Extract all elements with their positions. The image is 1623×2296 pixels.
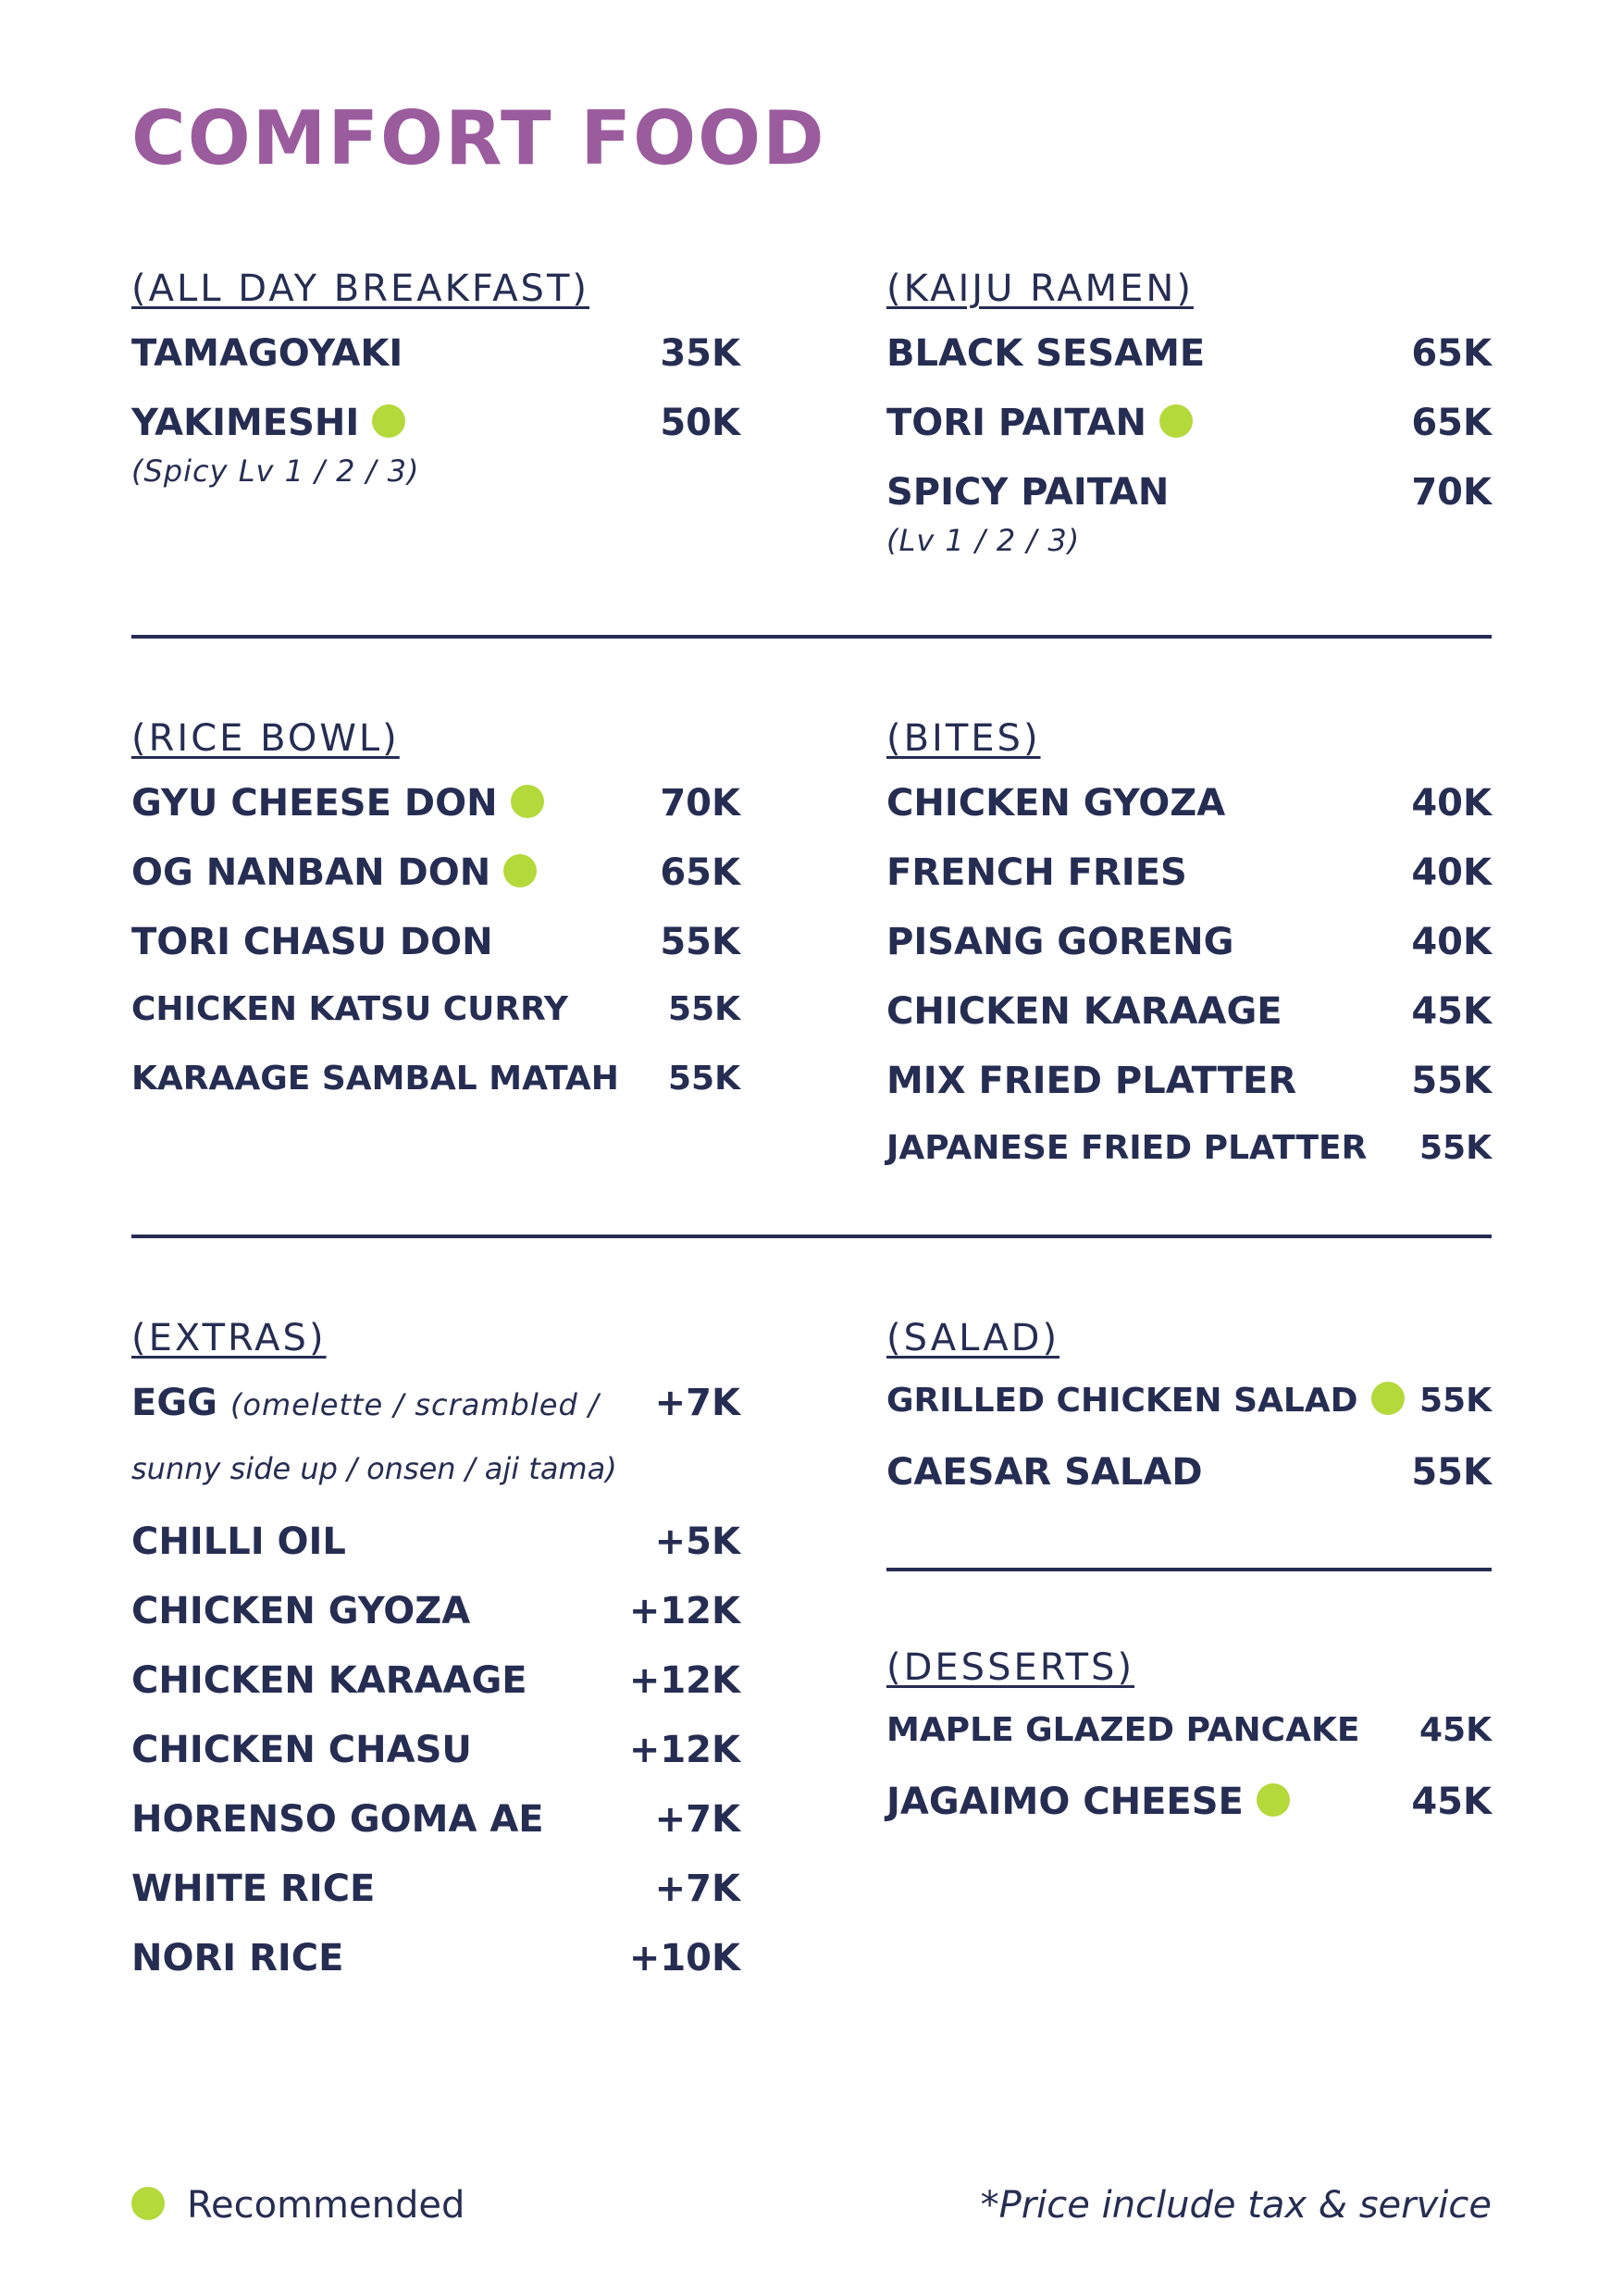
item-price: 45K	[1411, 1781, 1492, 1823]
item-price: 55K	[1411, 1451, 1492, 1494]
item-name: CHICKEN KARAAGE	[886, 990, 1282, 1033]
recommended-dot-icon	[1371, 1382, 1405, 1415]
menu-item	[886, 851, 1492, 924]
item-name: GRILLED CHICKEN SALAD	[886, 1382, 1358, 1420]
item-name: TORI CHASU DON	[131, 921, 493, 963]
item-price: 70K	[660, 782, 740, 825]
item-description: sunny side up / onsen / aji tama)	[131, 1451, 617, 1486]
menu-item	[886, 1711, 1492, 1783]
item-name: CHILLI OIL	[131, 1520, 346, 1563]
menu-item	[131, 1731, 740, 1801]
item-name: CAESAR SALAD	[886, 1451, 1203, 1494]
item-name: CHICKEN KARAAGE	[131, 1659, 527, 1702]
item-price: 45K	[1411, 990, 1492, 1033]
item-note: (Lv 1 / 2 / 3)	[886, 523, 1081, 558]
item-price: +12K	[628, 1729, 740, 1771]
item-price: 55K	[668, 990, 740, 1028]
recommended-dot-icon	[131, 2187, 165, 2220]
menu-item	[131, 1659, 740, 1731]
menu-item	[131, 404, 740, 474]
item-name: HORENSO GOMA AE	[131, 1798, 544, 1841]
section-title: (EXTRAS)	[131, 1317, 327, 1359]
section-desserts	[886, 1646, 1492, 1853]
item-name: TORI PAITAN	[886, 402, 1146, 444]
item-name: CHICKEN KATSU CURRY	[131, 990, 568, 1028]
legend	[131, 2184, 465, 2227]
item-price: 55K	[1419, 1129, 1492, 1167]
item-name: KARAAGE SAMBAL MATAH	[131, 1060, 619, 1098]
menu-item	[886, 990, 1492, 1062]
item-price: +7K	[654, 1382, 740, 1424]
item-price: +7K	[654, 1868, 740, 1910]
section-salad	[886, 1317, 1492, 1523]
item-price: +10K	[628, 1937, 740, 1980]
item-name: YAKIMESHI	[131, 402, 360, 444]
section-rice-bowl	[131, 717, 740, 1132]
recommended-dot-icon	[372, 404, 405, 438]
item-name: PISANG GORENG	[886, 921, 1234, 963]
item-name: FRENCH FRIES	[886, 851, 1187, 894]
divider	[131, 1235, 1492, 1238]
item-name: SPICY PAITAN	[886, 471, 1170, 514]
menu-item	[886, 471, 1492, 543]
menu-item	[886, 1451, 1492, 1523]
item-price: 55K	[1419, 1382, 1492, 1420]
item-price: 55K	[1411, 1060, 1492, 1102]
recommended-dot-icon	[511, 785, 544, 818]
item-description: (omelette / scrambled /	[229, 1387, 600, 1422]
item-price: 50K	[660, 402, 740, 444]
menu-item	[886, 921, 1492, 993]
section-kaiju-ramen	[886, 267, 1492, 577]
menu-item	[131, 851, 740, 924]
menu-item	[131, 1798, 740, 1870]
item-price: 65K	[1411, 402, 1492, 444]
menu-item	[131, 990, 740, 1062]
menu-item	[131, 1384, 740, 1454]
menu-item	[886, 332, 1492, 404]
item-price: 40K	[1411, 921, 1492, 963]
price-note: *Price include tax & service	[980, 2184, 1492, 2227]
item-name: MIX FRIED PLATTER	[886, 1060, 1297, 1102]
section-bites	[886, 717, 1492, 1201]
item-name: WHITE RICE	[131, 1868, 376, 1910]
menu-item	[131, 921, 740, 993]
section-title: (DESSERTS)	[886, 1646, 1135, 1689]
item-price: 65K	[660, 851, 740, 894]
item-name: TAMAGOYAKI	[131, 332, 403, 375]
page-title: COMFORT FOOD	[131, 95, 826, 181]
item-name: CHICKEN GYOZA	[131, 1590, 471, 1632]
divider	[886, 1568, 1492, 1571]
menu-item	[131, 1937, 740, 2009]
menu-item	[886, 404, 1492, 474]
section-title: (RICE BOWL)	[131, 717, 400, 760]
item-price: 65K	[1411, 332, 1492, 375]
divider	[131, 635, 1492, 639]
menu-item	[886, 1062, 1492, 1132]
item-price: +7K	[654, 1798, 740, 1841]
item-note: (Spicy Lv 1 / 2 / 3)	[131, 453, 420, 489]
menu-item	[131, 1520, 740, 1593]
item-name: EGG	[131, 1382, 217, 1424]
item-name: NORI RICE	[131, 1937, 344, 1980]
item-price: 45K	[1419, 1711, 1492, 1749]
item-name: BLACK SESAME	[886, 332, 1206, 375]
recommended-dot-icon	[1257, 1783, 1290, 1817]
item-name: CHICKEN GYOZA	[886, 782, 1226, 825]
item-price: +5K	[654, 1520, 740, 1563]
section-all-day-breakfast	[131, 267, 740, 507]
item-price: +12K	[628, 1590, 740, 1632]
item-price: 55K	[668, 1060, 740, 1098]
item-name: MAPLE GLAZED PANCAKE	[886, 1711, 1360, 1749]
menu-item	[131, 1062, 740, 1132]
section-title: (ALL DAY BREAKFAST)	[131, 267, 589, 310]
menu-item	[886, 1783, 1492, 1853]
recommended-dot-icon	[1159, 404, 1193, 438]
section-title: (KAIJU RAMEN)	[886, 267, 1194, 310]
recommended-dot-icon	[503, 854, 537, 887]
item-name: OG NANBAN DON	[131, 851, 491, 894]
legend-label: Recommended	[187, 2184, 465, 2227]
menu-item	[886, 1384, 1492, 1454]
item-name: JAGAIMO CHEESE	[886, 1781, 1244, 1823]
menu-item	[886, 782, 1492, 854]
item-price: 55K	[660, 921, 740, 963]
menu-item	[131, 332, 740, 404]
menu-item-description-continued	[131, 1451, 740, 1523]
item-price: 70K	[1411, 471, 1492, 514]
item-price: 40K	[1411, 782, 1492, 825]
item-name: JAPANESE FRIED PLATTER	[886, 1129, 1368, 1167]
menu-item	[131, 1590, 740, 1662]
item-price: +12K	[628, 1659, 740, 1702]
section-title: (BITES)	[886, 717, 1041, 760]
item-price: 35K	[660, 332, 740, 375]
item-price: 40K	[1411, 851, 1492, 894]
menu-item	[131, 1870, 740, 1940]
item-name: GYU CHEESE DON	[131, 782, 498, 825]
item-name: CHICKEN CHASU	[131, 1729, 472, 1771]
menu-item	[886, 1129, 1492, 1201]
section-title: (SALAD)	[886, 1317, 1060, 1359]
section-extras	[131, 1317, 740, 2009]
menu-item	[131, 782, 740, 854]
